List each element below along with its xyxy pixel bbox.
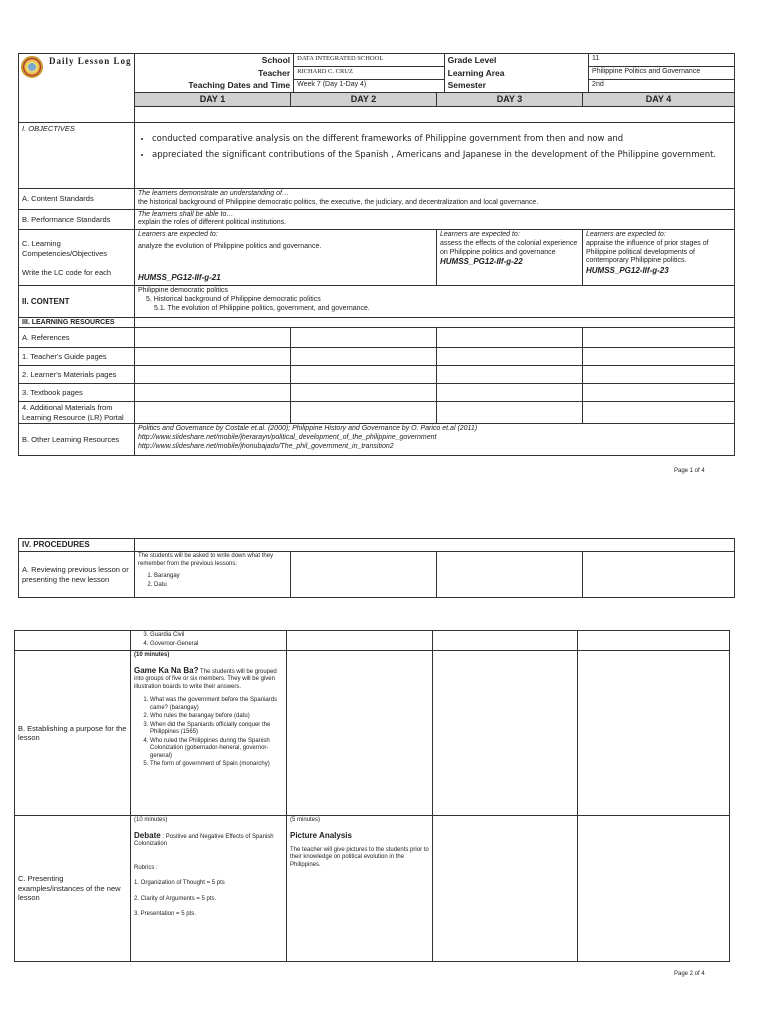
- review-label: A. Reviewing previous lesson or presenting the new lesson: [19, 552, 135, 598]
- content-standards-label: A. Content Standards: [19, 189, 135, 210]
- school-logo-cell: [19, 54, 135, 123]
- purpose-item: 2. Who rules the barangay before (datu): [150, 713, 283, 721]
- other-resource-link[interactable]: http://www.slideshare.net/mobile/jherarayn/political_development_of_the_philippine_government: [138, 433, 437, 441]
- purpose-item: 5. The form of government of Spain (monarchy): [150, 761, 283, 769]
- school-label: School: [261, 55, 291, 65]
- rubric-item: 3. Presentation = 5 pts.: [134, 911, 196, 917]
- competency-intro: Learners are expected to:: [138, 231, 218, 239]
- content-line: Philippine democratic politics: [138, 287, 228, 295]
- purpose-label: B. Establishing a purpose for the lesson: [15, 651, 131, 816]
- page-number: Page 1 of 4: [674, 468, 705, 474]
- resources-label: III. LEARNING RESOURCES: [19, 318, 135, 328]
- purpose-item: 1. What was the government before the Spaniards came? (barangay): [150, 697, 283, 712]
- purpose-item: 3. When did the Spaniards officially conquer the Philippines (1565): [150, 722, 283, 737]
- lc-code-label: Write the LC code for each: [22, 267, 112, 277]
- resource-row-label: 1. Teacher's Guide pages: [19, 348, 135, 366]
- day2-header: DAY 2: [291, 92, 437, 106]
- purpose-time: (10 minutes): [134, 652, 170, 658]
- rubric-item: 2. Clarity of Arguments = 5 pts.: [134, 895, 217, 902]
- area-label: Learning Area: [444, 67, 588, 80]
- performance-standards-intro: The learners shall be able to…: [138, 210, 234, 218]
- review-item: 1. Barangay: [154, 573, 287, 581]
- school-logo: [21, 56, 43, 78]
- competency-intro: Learners are expected to:: [586, 231, 666, 239]
- rubrics-label: Rubrics :: [134, 864, 158, 871]
- present-label: C. Presenting examples/instances of the new lesson: [15, 816, 131, 962]
- competency-day4: appraise the influence of prior stages of Philippine political developments of contemporary Philippine politics.: [586, 239, 709, 265]
- performance-standards-text: explain the roles of different political institutions.: [138, 219, 287, 227]
- purpose-item: 4. Who ruled the Philippines during the Spanish Colonization (gobernador-heneral, governor-general): [150, 738, 283, 761]
- present-day1-title-rest: : Positive and Negative Effects of Spanish Colonization: [134, 833, 274, 847]
- review-item: 4. Governor-General: [150, 641, 283, 649]
- review-item: 2. Datu: [154, 582, 287, 590]
- resource-row-label: A. References: [19, 328, 135, 348]
- competency-intro: Learners are expected to:: [440, 231, 520, 239]
- grade-label: Grade Level: [444, 54, 588, 67]
- purpose-game-title: Game Ka Na Ba?: [134, 665, 199, 675]
- resource-row-label: 4. Additional Materials from Learning Resource (LR) Portal: [19, 402, 135, 424]
- resource-row-label: 3. Textbook pages: [19, 384, 135, 402]
- competencies-label: C. Learning Competencies/Objectives: [22, 239, 108, 258]
- content-label: II. CONTENT: [19, 286, 135, 318]
- lc-code-day4: HUMSS_PG12-IIf-g-23: [586, 266, 669, 276]
- present-day2-text: The teacher will give pictures to the students prior to their knowledge on political evolution in the Philippines.: [290, 846, 429, 868]
- content-line: 5. Historical background of Philippine democratic politics: [146, 295, 321, 303]
- review-item: 3. Guardia Civil: [150, 632, 283, 640]
- lc-code-day3: HUMSS_PG12-IIf-g-22: [440, 257, 523, 267]
- semester-label: Semester: [444, 79, 588, 92]
- procedures-label: IV. PROCEDURES: [19, 539, 135, 552]
- rubric-item: 1. Organization of Thought = 5 pts: [134, 880, 225, 886]
- day4-header: DAY 4: [583, 92, 735, 106]
- other-resource-link[interactable]: http://www.slideshare.net/mobile/jhonubajado/The_phil_government_in_transition2: [138, 442, 394, 450]
- competency-day1: analyze the evolution of Philippine politics and governance.: [138, 242, 322, 250]
- other-resources-label: B. Other Learning Resources: [19, 424, 135, 456]
- lesson-log-table: [18, 53, 735, 456]
- grade-value: 11: [589, 54, 735, 67]
- dates-label: Teaching Dates and Time: [188, 80, 291, 91]
- content-line: 5.1. The evolution of Philippine politics, government, and governance.: [154, 304, 370, 312]
- present-day2-time: (5 minutes): [290, 817, 321, 823]
- area-value: Philippine Politics and Governance: [589, 67, 735, 80]
- lc-code-day1: HUMSS_PG12-IIf-g-21: [138, 273, 221, 283]
- other-resource-line: Politics and Governance by Costale et.al. (2000); Philippine History and Governance by O. Parico et.al (2011): [138, 425, 478, 433]
- school-value: DATA INTEGRATED SCHOOL: [294, 54, 445, 67]
- content-standards-text: the historical background of Philippine democratic politics, the executive, the judiciary, and decentralization and local governance.: [138, 198, 539, 206]
- resource-row-label: 2. Learner's Materials pages: [19, 366, 135, 384]
- objectives-list: [138, 133, 731, 162]
- present-day1-title: Debate: [134, 830, 161, 840]
- day3-header: DAY 3: [437, 92, 583, 106]
- purpose-text: The students will be grouped into groups of five or six members. They will be given illustration boards to write their answers.: [134, 668, 277, 690]
- semester-value: 2nd: [589, 79, 735, 92]
- competency-day3: assess the effects of the colonial experience on Philippine politics and governance: [440, 239, 578, 256]
- review-text: The students will be asked to write down what they remember from the previous lessons:: [138, 553, 274, 567]
- day1-header: DAY 1: [135, 92, 291, 106]
- content-standards-intro: The learners demonstrate an understanding of…: [138, 190, 289, 198]
- objectives-label: I. OBJECTIVES: [19, 123, 135, 189]
- present-day1-time: (10 minutes): [134, 817, 168, 823]
- teacher-value: RICHARD C. CRUZ: [294, 67, 445, 80]
- objective-item: • conducted comparative analysis on the different frameworks of Philippine government from then and now and: [152, 133, 731, 145]
- performance-standards-label: B. Performance Standards: [19, 209, 135, 230]
- dates-value: Week 7 (Day 1-Day 4): [294, 79, 445, 92]
- page-number: Page 2 of 4: [674, 971, 705, 977]
- teacher-label: Teacher: [258, 67, 291, 78]
- log-title: Daily Lesson Log: [49, 56, 132, 66]
- procedures-table-page2: [14, 630, 730, 962]
- objective-item: • appreciated the significant contributions of the Spanish , Americans and Japanese in the development of the Philippine government.: [152, 149, 731, 161]
- procedures-table: [18, 538, 735, 598]
- present-day2-title: Picture Analysis: [290, 830, 352, 840]
